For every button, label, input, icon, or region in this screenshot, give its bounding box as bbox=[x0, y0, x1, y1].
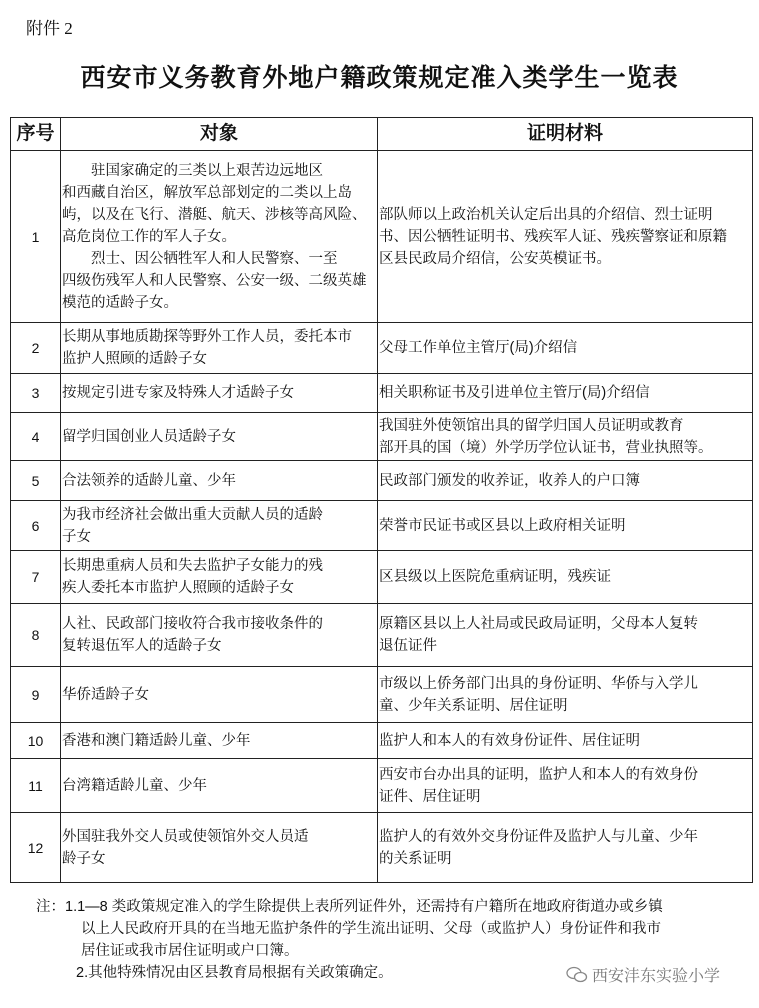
text-line: 的关系证明 bbox=[379, 850, 452, 867]
row-number: 7 bbox=[11, 551, 61, 604]
text-line: 相关职称证书及引进单位主管厅(局)介绍信 bbox=[379, 385, 650, 401]
wechat-icon bbox=[566, 966, 588, 984]
text-line: 书、因公牺牲证明书、残疾军人证、残疾警察证和原籍 bbox=[379, 228, 727, 245]
row-number: 4 bbox=[11, 413, 61, 461]
row-subject bbox=[61, 374, 378, 413]
text-line: 部开具的国（境）外学历学位认证书，营业执照等。 bbox=[379, 439, 713, 456]
text-line: 父母工作单位主管厅(局)介绍信 bbox=[379, 340, 578, 356]
text-line: 台湾籍适龄儿童、少年 bbox=[62, 777, 207, 794]
text-line: 西安市台办出具的证明，监护人和本人的有效身份 bbox=[379, 766, 698, 783]
attachment-label: 附件 2 bbox=[26, 19, 73, 38]
row-subject bbox=[61, 323, 378, 374]
text-line: 为我市经济社会做出重大贡献人员的适龄 bbox=[62, 506, 323, 523]
table-row bbox=[11, 813, 753, 883]
text-line: 屿，以及在飞行、潜艇、航天、涉核等高风险、 bbox=[62, 206, 367, 223]
row-materials bbox=[378, 413, 753, 461]
watermark-text: 西安沣东实验小学 bbox=[592, 968, 721, 985]
text-line: 长期从事地质勘探等野外工作人员，委托本市 bbox=[62, 329, 352, 345]
note-line: 1.1—8 类政策规定准入的学生除提供上表所列证件外，还需持有户籍所在地政府街道办或乡镇 bbox=[65, 899, 663, 915]
header-subject: 对象 bbox=[61, 118, 378, 151]
row-subject bbox=[61, 604, 378, 667]
row-subject bbox=[61, 151, 378, 323]
table-row bbox=[11, 374, 753, 413]
text-line: 监护人的有效外交身份证件及监护人与儿童、少年 bbox=[379, 828, 698, 845]
row-materials bbox=[378, 759, 753, 813]
text-line: 和西藏自治区，解放军总部划定的二类以上岛 bbox=[62, 184, 352, 201]
policy-table bbox=[10, 117, 753, 883]
text-line: 华侨适龄子女 bbox=[62, 686, 149, 703]
row-number: 9 bbox=[11, 667, 61, 723]
row-subject bbox=[61, 461, 378, 501]
row-number: 1 bbox=[11, 151, 61, 323]
text-line: 原籍区县以上人社局或民政局证明，父母本人复转 bbox=[379, 616, 698, 632]
row-materials bbox=[378, 151, 753, 323]
text-line: 复转退伍军人的适龄子女 bbox=[62, 638, 222, 654]
text-line: 疾人委托本市监护人照顾的适龄子女 bbox=[62, 580, 294, 596]
table-row bbox=[11, 723, 753, 759]
row-subject bbox=[61, 723, 378, 759]
text-line: 荣誉市民证书或区县以上政府相关证明 bbox=[379, 517, 626, 534]
table-row bbox=[11, 323, 753, 374]
text-line: 龄子女 bbox=[62, 850, 106, 867]
text-line: 我国驻外使领馆出具的留学归国人员证明或教育 bbox=[379, 417, 684, 434]
text-line: 证件、居住证明 bbox=[379, 788, 481, 805]
row-materials bbox=[378, 604, 753, 667]
watermark bbox=[566, 963, 720, 986]
row-subject bbox=[61, 501, 378, 551]
row-subject bbox=[61, 759, 378, 813]
row-number: 8 bbox=[11, 604, 61, 667]
text-line: 监护人和本人的有效身份证件、居住证明 bbox=[379, 732, 640, 749]
text-line: 童、少年关系证明、居住证明 bbox=[379, 697, 568, 714]
table-row bbox=[11, 413, 753, 461]
row-number: 11 bbox=[11, 759, 61, 813]
text-line: 长期患重病人员和失去监护子女能力的残 bbox=[62, 558, 323, 574]
text-line: 子女 bbox=[62, 528, 91, 545]
header-materials: 证明材料 bbox=[378, 118, 753, 151]
row-number: 5 bbox=[11, 461, 61, 501]
row-materials bbox=[378, 667, 753, 723]
note-line: 2.其他特殊情况由区县教育局根据有关政策确定。 bbox=[76, 965, 393, 981]
text-line: 人社、民政部门接收符合我市接收条件的 bbox=[62, 616, 323, 632]
table-row bbox=[11, 461, 753, 501]
text-line: 外国驻我外交人员或使领馆外交人员适 bbox=[62, 828, 309, 845]
row-materials bbox=[378, 374, 753, 413]
text-line: 监护人照顾的适龄子女 bbox=[62, 351, 207, 367]
text-line: 合法领养的适龄儿童、少年 bbox=[62, 472, 236, 489]
text-line: 退伍证件 bbox=[379, 638, 437, 654]
row-subject bbox=[61, 813, 378, 883]
row-number: 10 bbox=[11, 723, 61, 759]
row-subject bbox=[61, 667, 378, 723]
table-row bbox=[11, 759, 753, 813]
text-line: 烈士、因公牺牲军人和人民警察、一至 bbox=[91, 250, 338, 267]
page-title: 西安市义务教育外地户籍政策规定准入类学生一览表 bbox=[80, 64, 679, 92]
table-row bbox=[11, 604, 753, 667]
row-materials bbox=[378, 813, 753, 883]
text-line: 高危岗位工作的军人子女。 bbox=[62, 228, 236, 245]
row-materials bbox=[378, 723, 753, 759]
row-subject bbox=[61, 551, 378, 604]
table-row bbox=[11, 667, 753, 723]
text-line: 按规定引进专家及特殊人才适龄子女 bbox=[62, 385, 294, 401]
text-line: 区县级以上医院危重病证明，残疾证 bbox=[379, 569, 611, 585]
row-materials bbox=[378, 461, 753, 501]
note-line: 以上人民政府开具的在当地无监护条件的学生流出证明、父母（或监护人）身份证件和我市 bbox=[81, 921, 661, 937]
row-number: 3 bbox=[11, 374, 61, 413]
text-line: 市级以上侨务部门出具的身份证明、华侨与入学儿 bbox=[379, 675, 698, 692]
text-line: 民政部门颁发的收养证，收养人的户口簿 bbox=[379, 472, 640, 489]
text-line: 驻国家确定的三类以上艰苦边远地区 bbox=[91, 162, 323, 179]
table-row bbox=[11, 551, 753, 604]
row-number: 12 bbox=[11, 813, 61, 883]
notes-label: 注： bbox=[36, 899, 65, 915]
row-subject bbox=[61, 413, 378, 461]
row-materials bbox=[378, 551, 753, 604]
row-number: 6 bbox=[11, 501, 61, 551]
table-row bbox=[11, 501, 753, 551]
text-line: 留学归国创业人员适龄子女 bbox=[62, 428, 236, 445]
text-line: 区县民政局介绍信，公安英模证书。 bbox=[379, 250, 611, 267]
text-line: 模范的适龄子女。 bbox=[62, 294, 178, 311]
text-line: 部队师以上政治机关认定后出具的介绍信、烈士证明 bbox=[379, 206, 713, 223]
row-number: 2 bbox=[11, 323, 61, 374]
row-materials bbox=[378, 323, 753, 374]
note-line: 居住证或我市居住证明或户口簿。 bbox=[81, 943, 299, 959]
table-row bbox=[11, 151, 753, 323]
text-line: 四级伤残军人和人民警察、公安一级、二级英雄 bbox=[62, 272, 367, 289]
table-header-row bbox=[11, 118, 753, 151]
header-num: 序号 bbox=[11, 118, 61, 151]
row-materials bbox=[378, 501, 753, 551]
text-line: 香港和澳门籍适龄儿童、少年 bbox=[62, 732, 251, 749]
